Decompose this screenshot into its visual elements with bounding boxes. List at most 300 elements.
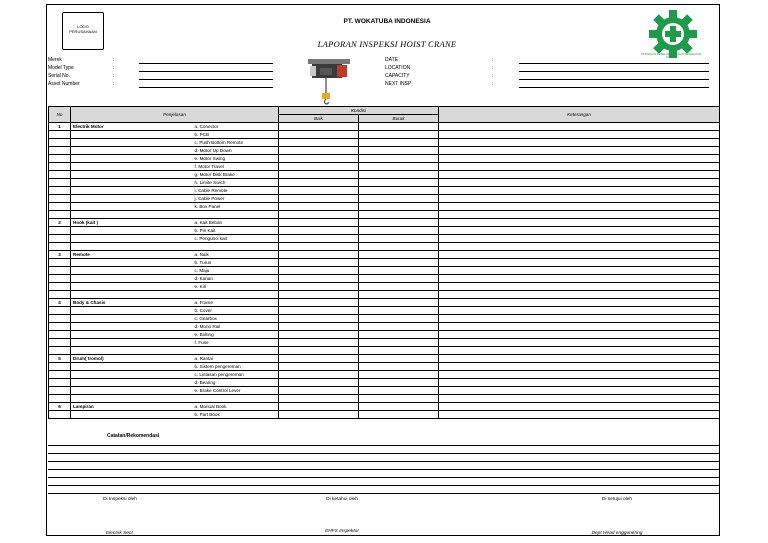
field-label-merek: Merek [48, 57, 62, 63]
table-row [49, 163, 720, 171]
field-label-asset-number: Asset Number [48, 81, 80, 87]
notes-cell[interactable] [439, 227, 720, 235]
section-number [49, 331, 71, 339]
inspection-form [46, 4, 720, 536]
item-name [193, 347, 279, 355]
notes-cell[interactable] [439, 147, 720, 155]
notes-cell[interactable] [439, 179, 720, 187]
item-name: b. PCB [193, 131, 279, 139]
table-row [49, 203, 720, 211]
notes-line[interactable] [48, 493, 719, 494]
item-name: f. Motor Travel [193, 163, 279, 171]
section-name [71, 179, 193, 187]
condition-good-cell[interactable] [279, 395, 359, 403]
section-name [71, 363, 193, 371]
section-number [49, 339, 71, 347]
condition-good-cell[interactable] [279, 411, 359, 419]
item-name: c. Lintasan pengereman [193, 371, 279, 379]
section-name [71, 291, 193, 299]
col-header-description: Penjelasan [71, 107, 279, 123]
section-name [71, 203, 193, 211]
condition-bad-cell[interactable] [359, 371, 439, 379]
item-name: c. Pengunci kait [193, 235, 279, 243]
condition-bad-cell[interactable] [359, 395, 439, 403]
item-name [193, 211, 279, 219]
notes-cell[interactable] [439, 395, 720, 403]
section-name [71, 347, 193, 355]
field-colon: : [113, 57, 115, 63]
logo-text-line1: LOGO [77, 24, 89, 29]
table-row [49, 219, 720, 227]
notes-line[interactable] [48, 445, 719, 446]
condition-good-cell[interactable] [279, 339, 359, 347]
condition-good-cell[interactable] [279, 251, 359, 259]
inspection-table [48, 106, 720, 419]
section-number [49, 147, 71, 155]
condition-bad-cell[interactable] [359, 347, 439, 355]
section-number [49, 387, 71, 395]
condition-good-cell[interactable] [279, 219, 359, 227]
item-name [193, 243, 279, 251]
section-number [49, 139, 71, 147]
notes-cell[interactable] [439, 363, 720, 371]
field-line-model-type[interactable] [139, 71, 273, 72]
signature-inspected-by: Di Inspeksi oleh [103, 497, 137, 502]
signature-role-ehfs: EHFS Inspektor [325, 529, 359, 534]
section-name: Body & Chasis [71, 299, 193, 307]
table-row [49, 227, 720, 235]
table-row [49, 275, 720, 283]
table-spacer-row [49, 211, 720, 219]
signature-approved-by: Di setujui oleh [601, 497, 633, 502]
item-name: f. Fuse [193, 339, 279, 347]
condition-bad-cell[interactable] [359, 267, 439, 275]
item-name [193, 291, 279, 299]
section-number [49, 155, 71, 163]
table-row [49, 355, 720, 363]
condition-good-cell[interactable] [279, 275, 359, 283]
notes-title: Catatan/Rekomendasi [107, 433, 160, 439]
section-number: 3 [49, 251, 71, 259]
field-label-serial-no: Serial No. [48, 73, 70, 79]
section-name [71, 315, 193, 323]
condition-bad-cell[interactable] [359, 171, 439, 179]
col-header-good: Baik [279, 115, 359, 123]
notes-cell[interactable] [439, 195, 720, 203]
condition-bad-cell[interactable] [359, 235, 439, 243]
notes-cell[interactable] [439, 323, 720, 331]
notes-cell[interactable] [439, 411, 720, 419]
section-number [49, 179, 71, 187]
section-name [71, 259, 193, 267]
condition-good-cell[interactable] [279, 315, 359, 323]
section-number [49, 347, 71, 355]
condition-bad-cell[interactable] [359, 131, 439, 139]
table-row [49, 179, 720, 187]
table-row [49, 139, 720, 147]
field-colon: : [113, 65, 115, 71]
item-name: g. Motor Disk Brake [193, 171, 279, 179]
section-number: 4 [49, 299, 71, 307]
condition-bad-cell[interactable] [359, 387, 439, 395]
notes-cell[interactable] [439, 331, 720, 339]
condition-bad-cell[interactable] [359, 331, 439, 339]
condition-bad-cell[interactable] [359, 227, 439, 235]
section-number [49, 163, 71, 171]
item-name: b. Part Book [193, 411, 279, 419]
company-name: PT. WOKATUBA INDONESIA [343, 18, 431, 25]
condition-bad-cell[interactable] [359, 139, 439, 147]
section-name [71, 387, 193, 395]
table-row [49, 411, 720, 419]
signature-acknowledged-by: Di ketahui oleh [326, 497, 358, 502]
condition-good-cell[interactable] [279, 347, 359, 355]
section-number [49, 243, 71, 251]
condition-good-cell[interactable] [279, 299, 359, 307]
hoist-crane-image [306, 53, 352, 105]
field-label-capacity: CAPACITY [385, 73, 410, 79]
table-row [49, 235, 720, 243]
item-name: e. Bolting [193, 331, 279, 339]
condition-bad-cell[interactable] [359, 275, 439, 283]
condition-good-cell[interactable] [279, 203, 359, 211]
notes-cell[interactable] [439, 123, 720, 131]
item-name: b. Pin Kait [193, 227, 279, 235]
field-label-location: LOCATION [385, 65, 411, 71]
notes-cell[interactable] [439, 371, 720, 379]
condition-good-cell[interactable] [279, 307, 359, 315]
section-number [49, 195, 71, 203]
condition-bad-cell[interactable] [359, 403, 439, 411]
condition-good-cell[interactable] [279, 179, 359, 187]
section-name [71, 283, 193, 291]
section-name [71, 139, 193, 147]
item-name [193, 395, 279, 403]
item-name: a. Kait Beban [193, 219, 279, 227]
item-name: c. Gearbox [193, 315, 279, 323]
condition-good-cell[interactable] [279, 227, 359, 235]
table-row [49, 155, 720, 163]
item-name: b. Sistem pengereman [193, 363, 279, 371]
notes-cell[interactable] [439, 347, 720, 355]
condition-bad-cell[interactable] [359, 163, 439, 171]
notes-cell[interactable] [439, 139, 720, 147]
condition-bad-cell[interactable] [359, 147, 439, 155]
condition-bad-cell[interactable] [359, 155, 439, 163]
notes-cell[interactable] [439, 203, 720, 211]
condition-good-cell[interactable] [279, 403, 359, 411]
notes-cell[interactable] [439, 171, 720, 179]
condition-good-cell[interactable] [279, 267, 359, 275]
item-name: h. Limite Swich [193, 179, 279, 187]
notes-line[interactable] [48, 453, 719, 454]
condition-good-cell[interactable] [279, 243, 359, 251]
field-colon: : [492, 57, 494, 63]
condition-good-cell[interactable] [279, 379, 359, 387]
condition-bad-cell[interactable] [359, 251, 439, 259]
notes-cell[interactable] [439, 163, 720, 171]
condition-bad-cell[interactable] [359, 283, 439, 291]
section-name [71, 187, 193, 195]
table-row [49, 331, 720, 339]
field-line-merek[interactable] [139, 63, 273, 64]
field-colon: : [113, 81, 115, 87]
field-line-asset-number[interactable] [139, 87, 273, 88]
item-name: a. Conector [193, 123, 279, 131]
notes-cell[interactable] [439, 131, 720, 139]
condition-bad-cell[interactable] [359, 355, 439, 363]
condition-bad-cell[interactable] [359, 291, 439, 299]
item-name: d. Motor Up Down [193, 147, 279, 155]
condition-good-cell[interactable] [279, 283, 359, 291]
condition-good-cell[interactable] [279, 139, 359, 147]
table-row [49, 187, 720, 195]
notes-cell[interactable] [439, 275, 720, 283]
notes-cell[interactable] [439, 291, 720, 299]
field-line-location[interactable] [519, 71, 709, 72]
section-name [71, 243, 193, 251]
signature-role-dept-head: Dept Head enggenering [591, 531, 643, 536]
section-number [49, 371, 71, 379]
item-name: d. Mono Rail [193, 323, 279, 331]
inspection-table-body [49, 123, 720, 419]
section-number [49, 235, 71, 243]
section-number [49, 379, 71, 387]
table-row [49, 387, 720, 395]
section-name [71, 163, 193, 171]
notes-line[interactable] [48, 469, 719, 470]
table-spacer-row [49, 243, 720, 251]
condition-good-cell[interactable] [279, 363, 359, 371]
notes-cell[interactable] [439, 267, 720, 275]
item-name: k. Box Panel [193, 203, 279, 211]
table-row [49, 379, 720, 387]
section-name [71, 307, 193, 315]
condition-bad-cell[interactable] [359, 363, 439, 371]
condition-good-cell[interactable] [279, 171, 359, 179]
condition-good-cell[interactable] [279, 147, 359, 155]
section-number [49, 315, 71, 323]
section-name [71, 267, 193, 275]
section-number [49, 131, 71, 139]
item-name: c. Push Bottom Remote [193, 139, 279, 147]
col-header-notes: Keterangan [439, 107, 720, 123]
section-name: Electrik Motor [71, 123, 193, 131]
section-name [71, 171, 193, 179]
notes-cell[interactable] [439, 219, 720, 227]
section-name [71, 155, 193, 163]
section-number: 2 [49, 219, 71, 227]
table-row [49, 131, 720, 139]
section-number [49, 171, 71, 179]
notes-cell[interactable] [439, 387, 720, 395]
table-row [49, 171, 720, 179]
table-row [49, 267, 720, 275]
section-name [71, 371, 193, 379]
field-line-capacity[interactable] [519, 79, 709, 80]
section-number [49, 307, 71, 315]
condition-good-cell[interactable] [279, 211, 359, 219]
notes-cell[interactable] [439, 187, 720, 195]
condition-good-cell[interactable] [279, 259, 359, 267]
notes-cell[interactable] [439, 355, 720, 363]
condition-bad-cell[interactable] [359, 315, 439, 323]
table-row [49, 339, 720, 347]
section-number [49, 411, 71, 419]
notes-cell[interactable] [439, 259, 720, 267]
item-name: e. Motor Swing [193, 155, 279, 163]
condition-good-cell[interactable] [279, 387, 359, 395]
table-row [49, 299, 720, 307]
notes-cell[interactable] [439, 379, 720, 387]
section-name: Lampiran [71, 403, 193, 411]
section-number [49, 291, 71, 299]
notes-cell[interactable] [439, 211, 720, 219]
condition-good-cell[interactable] [279, 371, 359, 379]
condition-bad-cell[interactable] [359, 195, 439, 203]
notes-cell[interactable] [439, 307, 720, 315]
section-name [71, 147, 193, 155]
condition-bad-cell[interactable] [359, 219, 439, 227]
item-name: j. Cable Power [193, 195, 279, 203]
item-name: d. Bearing [193, 379, 279, 387]
notes-cell[interactable] [439, 251, 720, 259]
table-spacer-row [49, 347, 720, 355]
condition-bad-cell[interactable] [359, 259, 439, 267]
item-name: b. Cover [193, 307, 279, 315]
table-row [49, 259, 720, 267]
condition-bad-cell[interactable] [359, 339, 439, 347]
condition-good-cell[interactable] [279, 163, 359, 171]
table-spacer-row [49, 395, 720, 403]
section-name [71, 411, 193, 419]
table-row [49, 307, 720, 315]
field-colon: : [113, 73, 115, 79]
notes-cell[interactable] [439, 315, 720, 323]
condition-good-cell[interactable] [279, 187, 359, 195]
condition-good-cell[interactable] [279, 235, 359, 243]
section-number [49, 211, 71, 219]
notes-line[interactable] [48, 461, 719, 462]
item-name: a. Manual Book [193, 403, 279, 411]
item-name: a. Naik [193, 251, 279, 259]
condition-good-cell[interactable] [279, 331, 359, 339]
notes-cell[interactable] [439, 403, 720, 411]
notes-line[interactable] [48, 485, 719, 486]
item-name: e. Kiri [193, 283, 279, 291]
condition-bad-cell[interactable] [359, 307, 439, 315]
table-row [49, 315, 720, 323]
section-name [71, 131, 193, 139]
condition-bad-cell[interactable] [359, 243, 439, 251]
table-row [49, 195, 720, 203]
company-logo-placeholder [62, 12, 104, 50]
field-label-date: DATE [385, 57, 398, 63]
table-row [49, 147, 720, 155]
section-name [71, 235, 193, 243]
notes-cell[interactable] [439, 235, 720, 243]
section-name: Remote [71, 251, 193, 259]
condition-good-cell[interactable] [279, 323, 359, 331]
section-name [71, 323, 193, 331]
condition-good-cell[interactable] [279, 195, 359, 203]
condition-bad-cell[interactable] [359, 179, 439, 187]
condition-bad-cell[interactable] [359, 299, 439, 307]
section-name [71, 275, 193, 283]
section-number [49, 187, 71, 195]
col-header-no: No [49, 107, 71, 123]
section-number: 6 [49, 403, 71, 411]
table-spacer-row [49, 291, 720, 299]
condition-good-cell[interactable] [279, 155, 359, 163]
item-name: e. Brake Control Lever [193, 387, 279, 395]
condition-good-cell[interactable] [279, 355, 359, 363]
signature-role-electrik: Electrik Sect. [106, 531, 134, 536]
section-name: Hook (kait ) [71, 219, 193, 227]
notes-line[interactable] [48, 477, 719, 478]
condition-bad-cell[interactable] [359, 411, 439, 419]
section-name [71, 227, 193, 235]
field-line-next-insp[interactable] [519, 87, 709, 88]
field-colon: : [492, 65, 494, 71]
field-colon: : [492, 73, 494, 79]
condition-bad-cell[interactable] [359, 211, 439, 219]
field-line-date[interactable] [519, 63, 709, 64]
notes-cell[interactable] [439, 283, 720, 291]
item-name: c. Maju [193, 267, 279, 275]
condition-bad-cell[interactable] [359, 187, 439, 195]
condition-bad-cell[interactable] [359, 379, 439, 387]
condition-bad-cell[interactable] [359, 323, 439, 331]
notes-cell[interactable] [439, 299, 720, 307]
field-line-serial-no[interactable] [139, 79, 273, 80]
section-name [71, 379, 193, 387]
table-row [49, 323, 720, 331]
notes-cell[interactable] [439, 339, 720, 347]
item-name: a. Rantai [193, 355, 279, 363]
item-name: b. Turun [193, 259, 279, 267]
table-row [49, 403, 720, 411]
col-header-condition: Kondisi [279, 107, 439, 115]
report-title: LAPORAN INSPEKSI HOIST CRANE [317, 39, 457, 49]
table-row [49, 283, 720, 291]
table-row [49, 123, 720, 131]
section-number [49, 267, 71, 275]
section-name [71, 195, 193, 203]
section-number [49, 395, 71, 403]
condition-good-cell[interactable] [279, 123, 359, 131]
item-name: a. Frame [193, 299, 279, 307]
condition-good-cell[interactable] [279, 291, 359, 299]
section-number [49, 203, 71, 211]
section-name [71, 331, 193, 339]
condition-good-cell[interactable] [279, 131, 359, 139]
table-row [49, 363, 720, 371]
section-name [71, 395, 193, 403]
field-colon: : [492, 81, 494, 87]
section-name [71, 211, 193, 219]
logo-text-line2: PERUSAHAAN [69, 29, 97, 34]
condition-bad-cell[interactable] [359, 203, 439, 211]
notes-cell[interactable] [439, 243, 720, 251]
section-number: 1 [49, 123, 71, 131]
section-number [49, 259, 71, 267]
section-number [49, 227, 71, 235]
condition-bad-cell[interactable] [359, 123, 439, 131]
section-number: 5 [49, 355, 71, 363]
section-number [49, 323, 71, 331]
notes-cell[interactable] [439, 155, 720, 163]
